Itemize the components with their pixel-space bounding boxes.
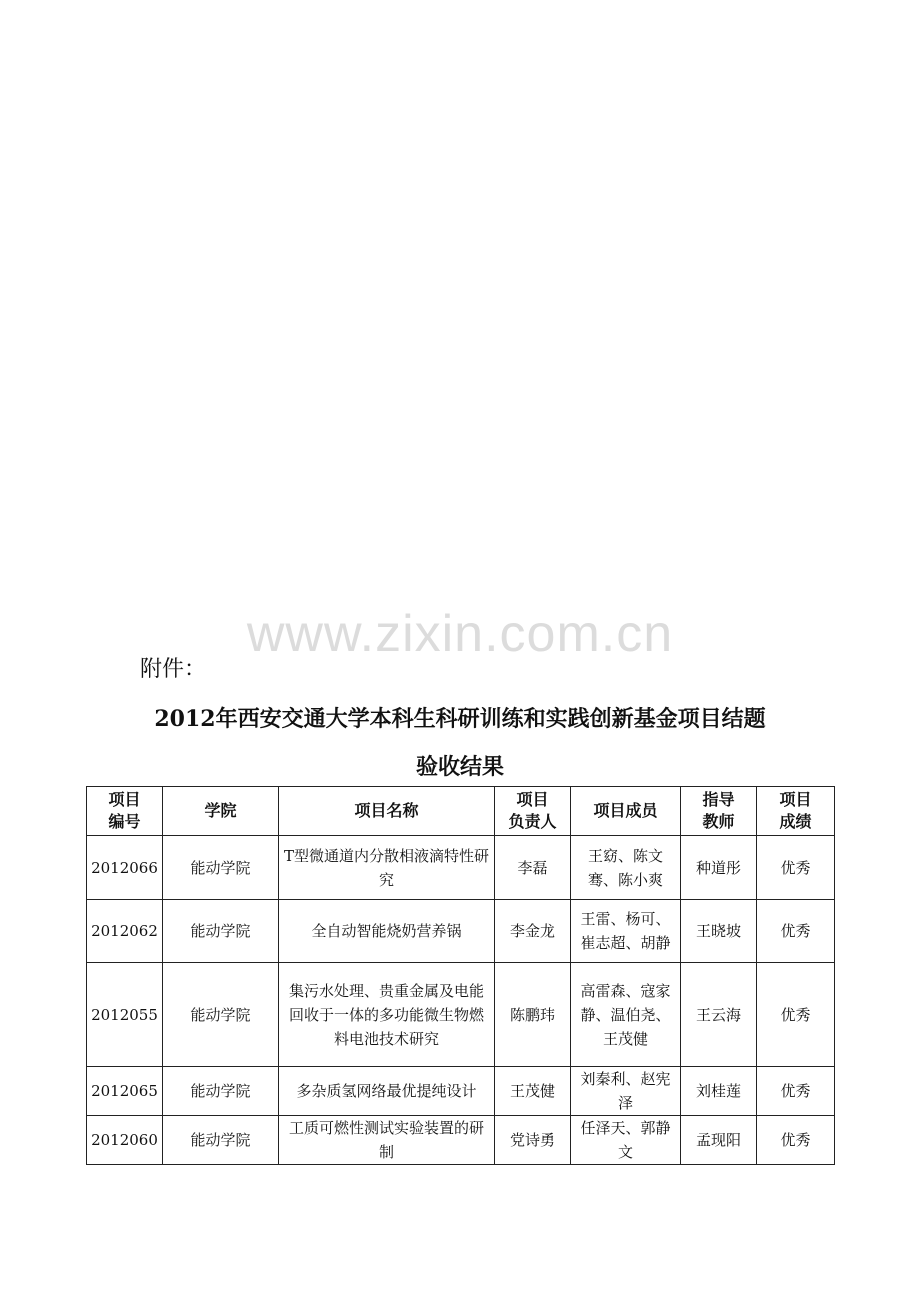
header-grade: 项目 成绩 xyxy=(757,787,835,836)
table-row xyxy=(87,963,835,1067)
header-project-id: 项目 编号 xyxy=(87,787,163,836)
cell-grade: 优秀 xyxy=(757,1116,835,1165)
cell-advisor: 种道彤 xyxy=(681,836,757,900)
cell-name: 集污水处理、贵重金属及电能回收于一体的多功能微生物燃料电池技术研究 xyxy=(279,963,495,1067)
table-header-row xyxy=(87,787,835,836)
cell-grade: 优秀 xyxy=(757,963,835,1067)
table-row xyxy=(87,1067,835,1116)
cell-id: 2012062 xyxy=(87,900,163,963)
cell-members: 任泽天、郭静文 xyxy=(571,1116,681,1165)
cell-id: 2012060 xyxy=(87,1116,163,1165)
cell-grade: 优秀 xyxy=(757,900,835,963)
cell-name: 全自动智能烧奶营养锅 xyxy=(279,900,495,963)
cell-college: 能动学院 xyxy=(163,963,279,1067)
cell-grade: 优秀 xyxy=(757,836,835,900)
cell-advisor: 刘桂莲 xyxy=(681,1067,757,1116)
header-advisor: 指导 教师 xyxy=(681,787,757,836)
cell-college: 能动学院 xyxy=(163,1116,279,1165)
cell-advisor: 王云海 xyxy=(681,963,757,1067)
header-college: 学院 xyxy=(163,787,279,836)
cell-members: 高雷森、寇家静、温伯尧、王茂健 xyxy=(571,963,681,1067)
cell-advisor: 孟现阳 xyxy=(681,1116,757,1165)
cell-grade: 优秀 xyxy=(757,1067,835,1116)
cell-college: 能动学院 xyxy=(163,900,279,963)
cell-college: 能动学院 xyxy=(163,1067,279,1116)
cell-id: 2012055 xyxy=(87,963,163,1067)
header-members: 项目成员 xyxy=(571,787,681,836)
table-row xyxy=(87,1116,835,1165)
cell-members: 王雷、杨可、崔志超、胡静 xyxy=(571,900,681,963)
cell-name: T型微通道内分散相液滴特性研究 xyxy=(279,836,495,900)
document-title: 2012年西安交通大学本科生科研训练和实践创新基金项目结题 xyxy=(154,706,766,732)
cell-college: 能动学院 xyxy=(163,836,279,900)
watermark: www.zixin.com.cn xyxy=(246,605,674,663)
cell-members: 刘秦利、赵宪泽 xyxy=(571,1067,681,1116)
cell-leader: 李磊 xyxy=(495,836,571,900)
document-title-continued: 验收结果 xyxy=(415,754,504,780)
table-row xyxy=(87,836,835,900)
cell-leader: 党诗勇 xyxy=(495,1116,571,1165)
cell-name: 多杂质氢网络最优提纯设计 xyxy=(279,1067,495,1116)
cell-leader: 王茂健 xyxy=(495,1067,571,1116)
cell-members: 王窈、陈文骞、陈小爽 xyxy=(571,836,681,900)
cell-leader: 陈鹏玮 xyxy=(495,963,571,1067)
cell-id: 2012065 xyxy=(87,1067,163,1116)
attachment-label: 附件： xyxy=(140,657,207,682)
header-leader: 项目 负责人 xyxy=(495,787,571,836)
cell-advisor: 王晓坡 xyxy=(681,900,757,963)
table-row xyxy=(87,900,835,963)
cell-name: 工质可燃性测试实验装置的研制 xyxy=(279,1116,495,1165)
cell-leader: 李金龙 xyxy=(495,900,571,963)
cell-id: 2012066 xyxy=(87,836,163,900)
results-table xyxy=(86,786,835,1165)
header-project-name: 项目名称 xyxy=(279,787,495,836)
